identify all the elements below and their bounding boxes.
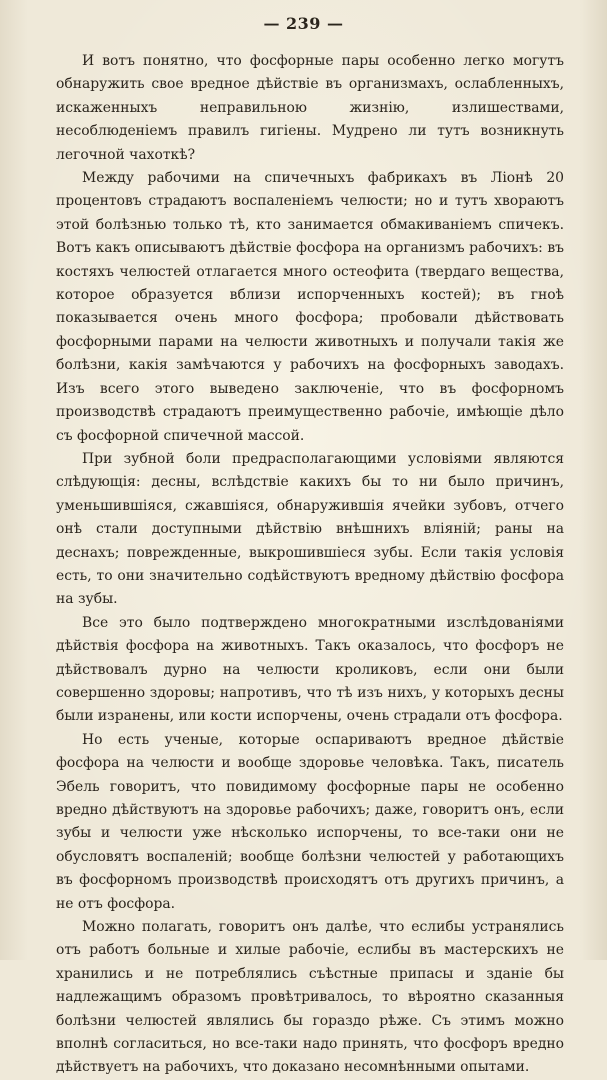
body-text — [56, 50, 564, 1080]
page-number: — 239 — — [263, 14, 344, 33]
paragraph-1: И вотъ понятно, что фосфорные пары особенно легко могутъ обнаружить свое вредное дѣйствіе въ организмахъ, ослабленныхъ, искаженныхъ неправильною жизнію, излишествами, несоблюденіемъ правилъ гигіены. Мудрено ли тутъ возникнуть легочной чахоткѣ? — [56, 53, 564, 163]
paragraph-5: Но есть ученые, которые оспариваютъ вредное дѣйствіе фосфора на челюсти и вообще здоровье человѣка. Такъ, писатель Эбель говоритъ, что повидимому фосфорные пары не особенно вредно дѣйствуютъ на здоровье рабочихъ; даже, говоритъ онъ, если зубы и челюсти уже нѣсколько испорчены, то все-таки они не обусловятъ воспаленій; вообще болѣзни челюстей у работающихъ въ фосфорномъ производствѣ происходятъ отъ другихъ причинъ, а не отъ фосфора. — [56, 731, 564, 912]
paragraph-6: Можно полагать, говоритъ онъ далѣе, что еслибы устранялись отъ работъ больные и хилые рабочіе, еслибы въ мастерскихъ не хранились и не потреблялись съѣстные припасы и зданіе бы надлежащимъ образомъ провѣтривалось, то вѣроятно сказанныя болѣзни челюстей являлись бы гораздо рѣже. Съ этимъ можно вполнѣ согласиться, но все-таки надо принять, что фосфоръ вредно дѣйствуетъ на рабочихъ, что доказано несомнѣнными опытами. — [56, 919, 564, 1076]
paragraph-2: Между рабочими на спичечныхъ фабрикахъ въ Ліонѣ 20 процентовъ страдаютъ воспаленіемъ челюсти; но и тутъ хвораютъ этой болѣзнью только тѣ, кто занимается обмакиваніемъ спичекъ. Вотъ какъ описываютъ дѣйствіе фосфора на организмъ рабочихъ: въ костяхъ челюстей отлагается много остеофита (твердаго вещества, которое образуется вблизи испорченныхъ костей); въ гноѣ показывается очень много фосфора; пробовали дѣйствовать фосфорными парами на челюсти животныхъ и получали такія же болѣзни, какія замѣчаются у рабочихъ на фосфорныхъ заводахъ. Изъ всего этого выведено заключеніе, что въ фосфорномъ производствѣ страдаютъ преимущественно рабочіе, имѣющіе дѣло съ фосфорной спичечной массой. — [56, 170, 564, 444]
paragraph-4: Все это было подтверждено многократными изслѣдованіями дѣйствія фосфора на животныхъ. Такъ оказалось, что фосфоръ не дѣйствовалъ дурно на челюсти кроликовъ, если они были совершенно здоровы; напротивъ, что тѣ изъ нихъ, у которыхъ десны были изранены, или кости испорчены, очень страдали отъ фосфора. — [56, 614, 564, 725]
paragraph-3: При зубной боли предрасполагающими условіями являются слѣдующія: десны, вслѣдствіе какихъ бы то ни было причинъ, уменьшившіяся, сжавшіяся, обнаружившія ячейки зубовъ, отчего онѣ стали доступными дѣйствію внѣшнихъ вліяній; раны на деснахъ; поврежденные, выкрошившіеся зубы. Если такія условія есть, то они значительно содѣйствуютъ вредному дѣйствію фосфора на зубы. — [56, 450, 564, 608]
